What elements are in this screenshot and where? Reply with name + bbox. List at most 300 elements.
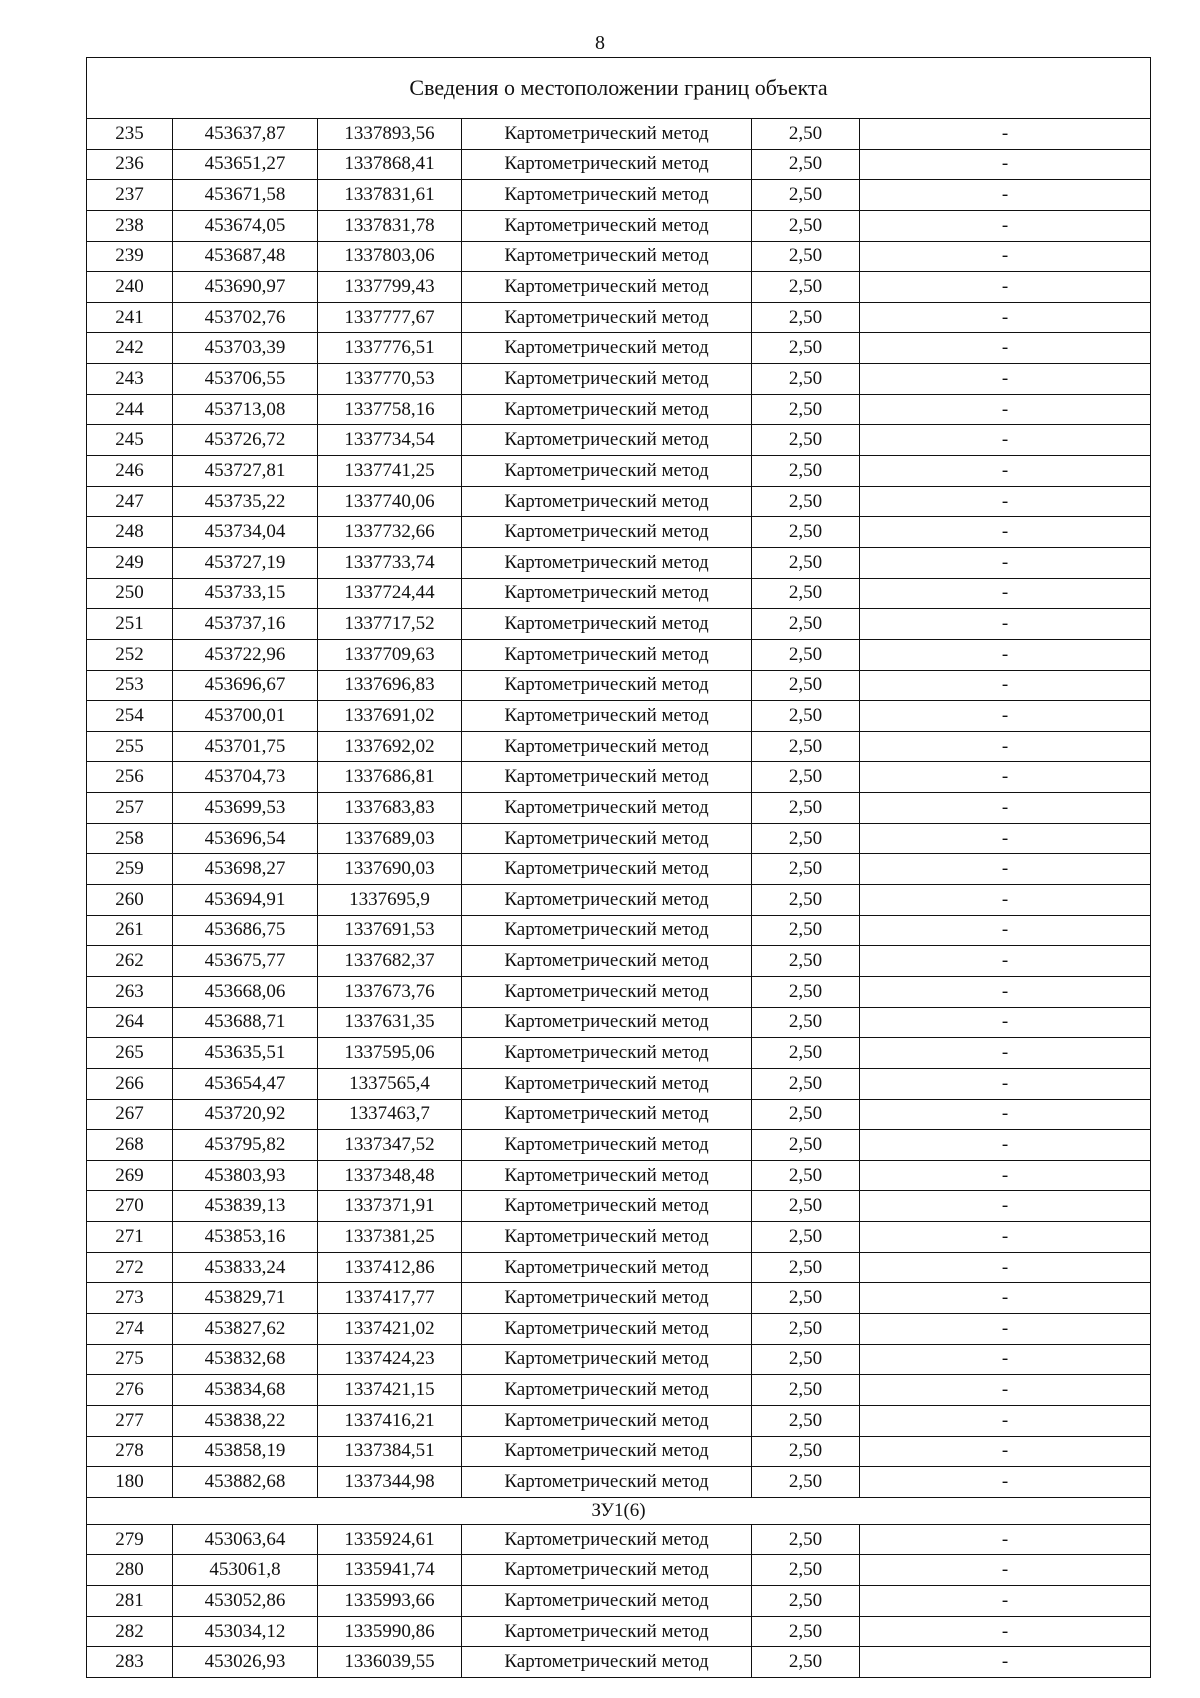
method-cell: Картометрический метод bbox=[462, 425, 752, 456]
point-number-cell: 246 bbox=[87, 456, 173, 487]
method-cell: Картометрический метод bbox=[462, 609, 752, 640]
point-number-cell: 282 bbox=[87, 1616, 173, 1647]
y-coordinate-cell: 1337758,16 bbox=[318, 394, 462, 425]
x-coordinate-cell: 453882,68 bbox=[173, 1467, 318, 1498]
note-cell: - bbox=[860, 333, 1151, 364]
accuracy-cell: 2,50 bbox=[752, 1586, 860, 1617]
table-row bbox=[87, 793, 1151, 824]
method-cell: Картометрический метод bbox=[462, 946, 752, 977]
table-row bbox=[87, 1405, 1151, 1436]
y-coordinate-cell: 1337732,66 bbox=[318, 517, 462, 548]
table-row bbox=[87, 149, 1151, 180]
accuracy-cell: 2,50 bbox=[752, 1099, 860, 1130]
point-number-cell: 275 bbox=[87, 1344, 173, 1375]
point-number-cell: 270 bbox=[87, 1191, 173, 1222]
section-row bbox=[87, 1497, 1151, 1524]
note-cell: - bbox=[860, 1068, 1151, 1099]
accuracy-cell: 2,50 bbox=[752, 1375, 860, 1406]
note-cell: - bbox=[860, 1222, 1151, 1253]
point-number-cell: 266 bbox=[87, 1068, 173, 1099]
point-number-cell: 180 bbox=[87, 1467, 173, 1498]
method-cell: Картометрический метод bbox=[462, 1252, 752, 1283]
y-coordinate-cell: 1337690,03 bbox=[318, 854, 462, 885]
boundary-points-table bbox=[86, 57, 1151, 1678]
point-number-cell: 248 bbox=[87, 517, 173, 548]
point-number-cell: 237 bbox=[87, 180, 173, 211]
accuracy-cell: 2,50 bbox=[752, 976, 860, 1007]
table-row bbox=[87, 1344, 1151, 1375]
table-row bbox=[87, 701, 1151, 732]
x-coordinate-cell: 453727,19 bbox=[173, 547, 318, 578]
x-coordinate-cell: 453829,71 bbox=[173, 1283, 318, 1314]
note-cell: - bbox=[860, 1130, 1151, 1161]
method-cell: Картометрический метод bbox=[462, 1344, 752, 1375]
method-cell: Картометрический метод bbox=[462, 1467, 752, 1498]
accuracy-cell: 2,50 bbox=[752, 180, 860, 211]
point-number-cell: 244 bbox=[87, 394, 173, 425]
x-coordinate-cell: 453696,67 bbox=[173, 670, 318, 701]
y-coordinate-cell: 1335941,74 bbox=[318, 1555, 462, 1586]
y-coordinate-cell: 1337371,91 bbox=[318, 1191, 462, 1222]
point-number-cell: 242 bbox=[87, 333, 173, 364]
table-row bbox=[87, 823, 1151, 854]
method-cell: Картометрический метод bbox=[462, 1586, 752, 1617]
method-cell: Картометрический метод bbox=[462, 670, 752, 701]
table-row bbox=[87, 639, 1151, 670]
method-cell: Картометрический метод bbox=[462, 639, 752, 670]
x-coordinate-cell: 453722,96 bbox=[173, 639, 318, 670]
note-cell: - bbox=[860, 1313, 1151, 1344]
accuracy-cell: 2,50 bbox=[752, 1160, 860, 1191]
table-row bbox=[87, 762, 1151, 793]
method-cell: Картометрический метод bbox=[462, 1130, 752, 1161]
accuracy-cell: 2,50 bbox=[752, 149, 860, 180]
x-coordinate-cell: 453694,91 bbox=[173, 885, 318, 916]
point-number-cell: 239 bbox=[87, 241, 173, 272]
accuracy-cell: 2,50 bbox=[752, 1436, 860, 1467]
accuracy-cell: 2,50 bbox=[752, 1647, 860, 1678]
note-cell: - bbox=[860, 731, 1151, 762]
method-cell: Картометрический метод bbox=[462, 364, 752, 395]
note-cell: - bbox=[860, 364, 1151, 395]
y-coordinate-cell: 1336039,55 bbox=[318, 1647, 462, 1678]
table-row bbox=[87, 364, 1151, 395]
accuracy-cell: 2,50 bbox=[752, 823, 860, 854]
x-coordinate-cell: 453052,86 bbox=[173, 1586, 318, 1617]
method-cell: Картометрический метод bbox=[462, 701, 752, 732]
x-coordinate-cell: 453696,54 bbox=[173, 823, 318, 854]
method-cell: Картометрический метод bbox=[462, 915, 752, 946]
table-row bbox=[87, 333, 1151, 364]
x-coordinate-cell: 453034,12 bbox=[173, 1616, 318, 1647]
accuracy-cell: 2,50 bbox=[752, 272, 860, 303]
note-cell: - bbox=[860, 1616, 1151, 1647]
accuracy-cell: 2,50 bbox=[752, 578, 860, 609]
method-cell: Картометрический метод bbox=[462, 1283, 752, 1314]
point-number-cell: 250 bbox=[87, 578, 173, 609]
y-coordinate-cell: 1337347,52 bbox=[318, 1130, 462, 1161]
note-cell: - bbox=[860, 425, 1151, 456]
table-row bbox=[87, 1252, 1151, 1283]
note-cell: - bbox=[860, 241, 1151, 272]
note-cell: - bbox=[860, 639, 1151, 670]
method-cell: Картометрический метод bbox=[462, 517, 752, 548]
accuracy-cell: 2,50 bbox=[752, 119, 860, 150]
note-cell: - bbox=[860, 1436, 1151, 1467]
x-coordinate-cell: 453671,58 bbox=[173, 180, 318, 211]
method-cell: Картометрический метод bbox=[462, 1436, 752, 1467]
point-number-cell: 263 bbox=[87, 976, 173, 1007]
accuracy-cell: 2,50 bbox=[752, 1313, 860, 1344]
x-coordinate-cell: 453838,22 bbox=[173, 1405, 318, 1436]
point-number-cell: 245 bbox=[87, 425, 173, 456]
note-cell: - bbox=[860, 1405, 1151, 1436]
note-cell: - bbox=[860, 1099, 1151, 1130]
accuracy-cell: 2,50 bbox=[752, 1405, 860, 1436]
method-cell: Картометрический метод bbox=[462, 241, 752, 272]
method-cell: Картометрический метод bbox=[462, 1616, 752, 1647]
x-coordinate-cell: 453735,22 bbox=[173, 486, 318, 517]
point-number-cell: 247 bbox=[87, 486, 173, 517]
accuracy-cell: 2,50 bbox=[752, 793, 860, 824]
point-number-cell: 280 bbox=[87, 1555, 173, 1586]
note-cell: - bbox=[860, 915, 1151, 946]
y-coordinate-cell: 1337416,21 bbox=[318, 1405, 462, 1436]
y-coordinate-cell: 1337770,53 bbox=[318, 364, 462, 395]
x-coordinate-cell: 453702,76 bbox=[173, 302, 318, 333]
table-row bbox=[87, 731, 1151, 762]
y-coordinate-cell: 1337673,76 bbox=[318, 976, 462, 1007]
note-cell: - bbox=[860, 670, 1151, 701]
table-body bbox=[87, 58, 1151, 1678]
y-coordinate-cell: 1337803,06 bbox=[318, 241, 462, 272]
method-cell: Картометрический метод bbox=[462, 394, 752, 425]
table-row bbox=[87, 1007, 1151, 1038]
x-coordinate-cell: 453706,55 bbox=[173, 364, 318, 395]
note-cell: - bbox=[860, 701, 1151, 732]
note-cell: - bbox=[860, 946, 1151, 977]
method-cell: Картометрический метод bbox=[462, 547, 752, 578]
x-coordinate-cell: 453674,05 bbox=[173, 210, 318, 241]
accuracy-cell: 2,50 bbox=[752, 915, 860, 946]
table-row bbox=[87, 394, 1151, 425]
accuracy-cell: 2,50 bbox=[752, 731, 860, 762]
x-coordinate-cell: 453733,15 bbox=[173, 578, 318, 609]
accuracy-cell: 2,50 bbox=[752, 425, 860, 456]
table-row bbox=[87, 1191, 1151, 1222]
y-coordinate-cell: 1337893,56 bbox=[318, 119, 462, 150]
note-cell: - bbox=[860, 1555, 1151, 1586]
accuracy-cell: 2,50 bbox=[752, 333, 860, 364]
table-row bbox=[87, 1524, 1151, 1555]
note-cell: - bbox=[860, 547, 1151, 578]
table-row bbox=[87, 976, 1151, 1007]
table-row bbox=[87, 1099, 1151, 1130]
point-number-cell: 259 bbox=[87, 854, 173, 885]
note-cell: - bbox=[860, 1007, 1151, 1038]
table-row bbox=[87, 517, 1151, 548]
note-cell: - bbox=[860, 1375, 1151, 1406]
accuracy-cell: 2,50 bbox=[752, 1524, 860, 1555]
y-coordinate-cell: 1337696,83 bbox=[318, 670, 462, 701]
y-coordinate-cell: 1337740,06 bbox=[318, 486, 462, 517]
point-number-cell: 238 bbox=[87, 210, 173, 241]
table-row bbox=[87, 180, 1151, 211]
method-cell: Картометрический метод bbox=[462, 1555, 752, 1586]
method-cell: Картометрический метод bbox=[462, 180, 752, 211]
note-cell: - bbox=[860, 854, 1151, 885]
note-cell: - bbox=[860, 1467, 1151, 1498]
table-row bbox=[87, 1375, 1151, 1406]
method-cell: Картометрический метод bbox=[462, 210, 752, 241]
table-row bbox=[87, 425, 1151, 456]
y-coordinate-cell: 1337777,67 bbox=[318, 302, 462, 333]
x-coordinate-cell: 453654,47 bbox=[173, 1068, 318, 1099]
method-cell: Картометрический метод bbox=[462, 333, 752, 364]
y-coordinate-cell: 1337344,98 bbox=[318, 1467, 462, 1498]
method-cell: Картометрический метод bbox=[462, 731, 752, 762]
note-cell: - bbox=[860, 578, 1151, 609]
point-number-cell: 260 bbox=[87, 885, 173, 916]
note-cell: - bbox=[860, 609, 1151, 640]
method-cell: Картометрический метод bbox=[462, 1405, 752, 1436]
x-coordinate-cell: 453858,19 bbox=[173, 1436, 318, 1467]
note-cell: - bbox=[860, 1647, 1151, 1678]
point-number-cell: 254 bbox=[87, 701, 173, 732]
note-cell: - bbox=[860, 976, 1151, 1007]
note-cell: - bbox=[860, 1191, 1151, 1222]
y-coordinate-cell: 1337799,43 bbox=[318, 272, 462, 303]
y-coordinate-cell: 1337412,86 bbox=[318, 1252, 462, 1283]
method-cell: Картометрический метод bbox=[462, 1038, 752, 1069]
note-cell: - bbox=[860, 149, 1151, 180]
point-number-cell: 269 bbox=[87, 1160, 173, 1191]
point-number-cell: 235 bbox=[87, 119, 173, 150]
y-coordinate-cell: 1337424,23 bbox=[318, 1344, 462, 1375]
note-cell: - bbox=[860, 456, 1151, 487]
table-row bbox=[87, 210, 1151, 241]
x-coordinate-cell: 453803,93 bbox=[173, 1160, 318, 1191]
point-number-cell: 256 bbox=[87, 762, 173, 793]
method-cell: Картометрический метод bbox=[462, 302, 752, 333]
point-number-cell: 240 bbox=[87, 272, 173, 303]
point-number-cell: 258 bbox=[87, 823, 173, 854]
y-coordinate-cell: 1337831,61 bbox=[318, 180, 462, 211]
accuracy-cell: 2,50 bbox=[752, 547, 860, 578]
x-coordinate-cell: 453690,97 bbox=[173, 272, 318, 303]
accuracy-cell: 2,50 bbox=[752, 670, 860, 701]
y-coordinate-cell: 1337683,83 bbox=[318, 793, 462, 824]
y-coordinate-cell: 1337734,54 bbox=[318, 425, 462, 456]
x-coordinate-cell: 453686,75 bbox=[173, 915, 318, 946]
method-cell: Картометрический метод bbox=[462, 149, 752, 180]
accuracy-cell: 2,50 bbox=[752, 1616, 860, 1647]
method-cell: Картометрический метод bbox=[462, 1007, 752, 1038]
table-row bbox=[87, 1068, 1151, 1099]
note-cell: - bbox=[860, 762, 1151, 793]
x-coordinate-cell: 453839,13 bbox=[173, 1191, 318, 1222]
accuracy-cell: 2,50 bbox=[752, 486, 860, 517]
note-cell: - bbox=[860, 793, 1151, 824]
y-coordinate-cell: 1337689,03 bbox=[318, 823, 462, 854]
table-row bbox=[87, 854, 1151, 885]
method-cell: Картометрический метод bbox=[462, 823, 752, 854]
accuracy-cell: 2,50 bbox=[752, 1130, 860, 1161]
method-cell: Картометрический метод bbox=[462, 976, 752, 1007]
x-coordinate-cell: 453688,71 bbox=[173, 1007, 318, 1038]
method-cell: Картометрический метод bbox=[462, 1222, 752, 1253]
accuracy-cell: 2,50 bbox=[752, 241, 860, 272]
y-coordinate-cell: 1335990,86 bbox=[318, 1616, 462, 1647]
table-row bbox=[87, 946, 1151, 977]
table-row bbox=[87, 578, 1151, 609]
table-row bbox=[87, 456, 1151, 487]
method-cell: Картометрический метод bbox=[462, 793, 752, 824]
y-coordinate-cell: 1335924,61 bbox=[318, 1524, 462, 1555]
accuracy-cell: 2,50 bbox=[752, 1038, 860, 1069]
note-cell: - bbox=[860, 210, 1151, 241]
accuracy-cell: 2,50 bbox=[752, 885, 860, 916]
point-number-cell: 249 bbox=[87, 547, 173, 578]
x-coordinate-cell: 453651,27 bbox=[173, 149, 318, 180]
table-title: Сведения о местоположении границ объекта bbox=[87, 58, 1151, 119]
y-coordinate-cell: 1337384,51 bbox=[318, 1436, 462, 1467]
method-cell: Картометрический метод bbox=[462, 1191, 752, 1222]
point-number-cell: 264 bbox=[87, 1007, 173, 1038]
x-coordinate-cell: 453827,62 bbox=[173, 1313, 318, 1344]
y-coordinate-cell: 1337776,51 bbox=[318, 333, 462, 364]
point-number-cell: 273 bbox=[87, 1283, 173, 1314]
point-number-cell: 278 bbox=[87, 1436, 173, 1467]
note-cell: - bbox=[860, 394, 1151, 425]
accuracy-cell: 2,50 bbox=[752, 1344, 860, 1375]
point-number-cell: 255 bbox=[87, 731, 173, 762]
accuracy-cell: 2,50 bbox=[752, 1007, 860, 1038]
x-coordinate-cell: 453727,81 bbox=[173, 456, 318, 487]
method-cell: Картометрический метод bbox=[462, 1524, 752, 1555]
x-coordinate-cell: 453704,73 bbox=[173, 762, 318, 793]
note-cell: - bbox=[860, 1586, 1151, 1617]
accuracy-cell: 2,50 bbox=[752, 1222, 860, 1253]
x-coordinate-cell: 453700,01 bbox=[173, 701, 318, 732]
x-coordinate-cell: 453720,92 bbox=[173, 1099, 318, 1130]
y-coordinate-cell: 1337691,02 bbox=[318, 701, 462, 732]
note-cell: - bbox=[860, 119, 1151, 150]
table-row bbox=[87, 885, 1151, 916]
accuracy-cell: 2,50 bbox=[752, 946, 860, 977]
note-cell: - bbox=[860, 1160, 1151, 1191]
note-cell: - bbox=[860, 1252, 1151, 1283]
point-number-cell: 257 bbox=[87, 793, 173, 824]
y-coordinate-cell: 1337717,52 bbox=[318, 609, 462, 640]
method-cell: Картометрический метод bbox=[462, 486, 752, 517]
x-coordinate-cell: 453698,27 bbox=[173, 854, 318, 885]
y-coordinate-cell: 1337381,25 bbox=[318, 1222, 462, 1253]
y-coordinate-cell: 1337565,4 bbox=[318, 1068, 462, 1099]
y-coordinate-cell: 1337595,06 bbox=[318, 1038, 462, 1069]
note-cell: - bbox=[860, 1524, 1151, 1555]
x-coordinate-cell: 453737,16 bbox=[173, 609, 318, 640]
y-coordinate-cell: 1337682,37 bbox=[318, 946, 462, 977]
y-coordinate-cell: 1337831,78 bbox=[318, 210, 462, 241]
method-cell: Картометрический метод bbox=[462, 762, 752, 793]
y-coordinate-cell: 1337868,41 bbox=[318, 149, 462, 180]
method-cell: Картометрический метод bbox=[462, 1068, 752, 1099]
note-cell: - bbox=[860, 1283, 1151, 1314]
table-row bbox=[87, 241, 1151, 272]
point-number-cell: 268 bbox=[87, 1130, 173, 1161]
accuracy-cell: 2,50 bbox=[752, 701, 860, 732]
table-row bbox=[87, 272, 1151, 303]
y-coordinate-cell: 1337686,81 bbox=[318, 762, 462, 793]
point-number-cell: 271 bbox=[87, 1222, 173, 1253]
point-number-cell: 236 bbox=[87, 149, 173, 180]
y-coordinate-cell: 1337709,63 bbox=[318, 639, 462, 670]
table-row bbox=[87, 1222, 1151, 1253]
note-cell: - bbox=[860, 180, 1151, 211]
method-cell: Картометрический метод bbox=[462, 1160, 752, 1191]
accuracy-cell: 2,50 bbox=[752, 517, 860, 548]
table-row bbox=[87, 670, 1151, 701]
y-coordinate-cell: 1337421,15 bbox=[318, 1375, 462, 1406]
note-cell: - bbox=[860, 272, 1151, 303]
x-coordinate-cell: 453833,24 bbox=[173, 1252, 318, 1283]
y-coordinate-cell: 1337741,25 bbox=[318, 456, 462, 487]
accuracy-cell: 2,50 bbox=[752, 364, 860, 395]
table-row bbox=[87, 302, 1151, 333]
accuracy-cell: 2,50 bbox=[752, 302, 860, 333]
y-coordinate-cell: 1337691,53 bbox=[318, 915, 462, 946]
table-row bbox=[87, 1467, 1151, 1498]
method-cell: Картометрический метод bbox=[462, 1099, 752, 1130]
accuracy-cell: 2,50 bbox=[752, 609, 860, 640]
method-cell: Картометрический метод bbox=[462, 578, 752, 609]
x-coordinate-cell: 453687,48 bbox=[173, 241, 318, 272]
x-coordinate-cell: 453701,75 bbox=[173, 731, 318, 762]
table-row bbox=[87, 1313, 1151, 1344]
x-coordinate-cell: 453635,51 bbox=[173, 1038, 318, 1069]
method-cell: Картометрический метод bbox=[462, 272, 752, 303]
point-number-cell: 267 bbox=[87, 1099, 173, 1130]
table-row bbox=[87, 1160, 1151, 1191]
method-cell: Картометрический метод bbox=[462, 854, 752, 885]
point-number-cell: 252 bbox=[87, 639, 173, 670]
y-coordinate-cell: 1337692,02 bbox=[318, 731, 462, 762]
table-row bbox=[87, 915, 1151, 946]
method-cell: Картометрический метод bbox=[462, 456, 752, 487]
accuracy-cell: 2,50 bbox=[752, 456, 860, 487]
x-coordinate-cell: 453699,53 bbox=[173, 793, 318, 824]
x-coordinate-cell: 453795,82 bbox=[173, 1130, 318, 1161]
table-row bbox=[87, 1616, 1151, 1647]
table-row bbox=[87, 486, 1151, 517]
accuracy-cell: 2,50 bbox=[752, 1283, 860, 1314]
y-coordinate-cell: 1337463,7 bbox=[318, 1099, 462, 1130]
note-cell: - bbox=[860, 1344, 1151, 1375]
point-number-cell: 265 bbox=[87, 1038, 173, 1069]
table-row bbox=[87, 1647, 1151, 1678]
point-number-cell: 253 bbox=[87, 670, 173, 701]
point-number-cell: 262 bbox=[87, 946, 173, 977]
y-coordinate-cell: 1337348,48 bbox=[318, 1160, 462, 1191]
accuracy-cell: 2,50 bbox=[752, 762, 860, 793]
y-coordinate-cell: 1337421,02 bbox=[318, 1313, 462, 1344]
x-coordinate-cell: 453026,93 bbox=[173, 1647, 318, 1678]
x-coordinate-cell: 453726,72 bbox=[173, 425, 318, 456]
y-coordinate-cell: 1337631,35 bbox=[318, 1007, 462, 1038]
method-cell: Картометрический метод bbox=[462, 885, 752, 916]
method-cell: Картометрический метод bbox=[462, 1313, 752, 1344]
